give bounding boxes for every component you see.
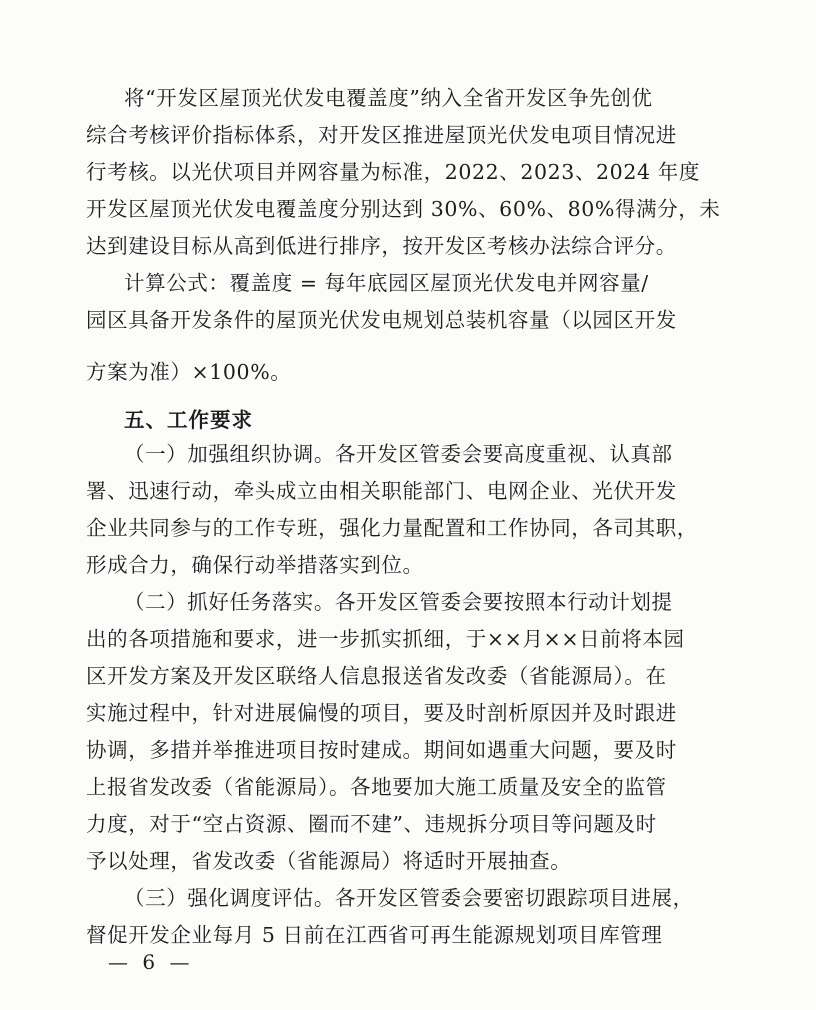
text-line: （一）加强组织协调。各开发区管委会要高度重视、认真部: [124, 442, 673, 466]
formula-line: 计算公式：覆盖度 = 每年底园区屋顶光伏发电并网容量/: [124, 271, 649, 295]
text-line: 协调，多措并举推进项目按时建成。期间如遇重大问题，要及时: [86, 738, 677, 762]
text-line: 出的各项措施和要求，进一步抓实抓细，于××月××日前将本园: [86, 627, 685, 651]
text-line: 企业共同参与的工作专班，强化力量配置和工作协同，各司其职，: [86, 516, 698, 540]
text-line: 实施过程中，针对进展偏慢的项目，要及时剖析原因并及时跟进: [86, 701, 677, 725]
text-line: 开发区屋顶光伏发电覆盖度分别达到 30%、60%、80%得满分，未: [86, 197, 721, 221]
text-line: 署、迅速行动，牵头成立由相关职能部门、电网企业、光伏开发: [86, 479, 677, 503]
text-line: 力度，对于“空占资源、圈而不建”、违规拆分项目等问题及时: [86, 812, 657, 836]
text-line: 行考核。以光伏项目并网容量为标准，2022、2023、2024 年度: [86, 160, 700, 184]
section-heading: 五、工作要求: [124, 408, 253, 432]
text-line: （三）强化调度评估。各开发区管委会要密切跟踪项目进展，: [124, 886, 694, 910]
text-line: 予以处理，省发改委（省能源局）将适时开展抽查。: [86, 849, 572, 873]
text-line: 综合考核评价指标体系，对开发区推进屋顶光伏发电项目情况进: [86, 123, 677, 147]
text-line: 形成合力，确保行动举措落实到位。: [86, 553, 424, 577]
text-line: 上报省发改委（省能源局）。各地要加大施工质量及安全的监管: [86, 775, 667, 799]
formula-line: 方案为准）×100%。: [86, 360, 292, 384]
page-number: — 6 —: [108, 950, 194, 974]
text-line: 将“开发区屋顶光伏发电覆盖度”纳入全省开发区争先创优: [124, 86, 653, 110]
text-line: 督促开发企业每月 5 日前在江西省可再生能源规划项目库管理: [86, 923, 663, 947]
text-line: 达到建设目标从高到低进行排序，按开发区考核办法综合评分。: [86, 234, 677, 258]
formula-line: 园区具备开发条件的屋顶光伏发电规划总装机容量（以园区开发: [86, 308, 677, 332]
text-line: 区开发方案及开发区联络人信息报送省发改委（省能源局）。在: [86, 664, 667, 688]
text-line: （二）抓好任务落实。各开发区管委会要按照本行动计划提: [124, 590, 673, 614]
